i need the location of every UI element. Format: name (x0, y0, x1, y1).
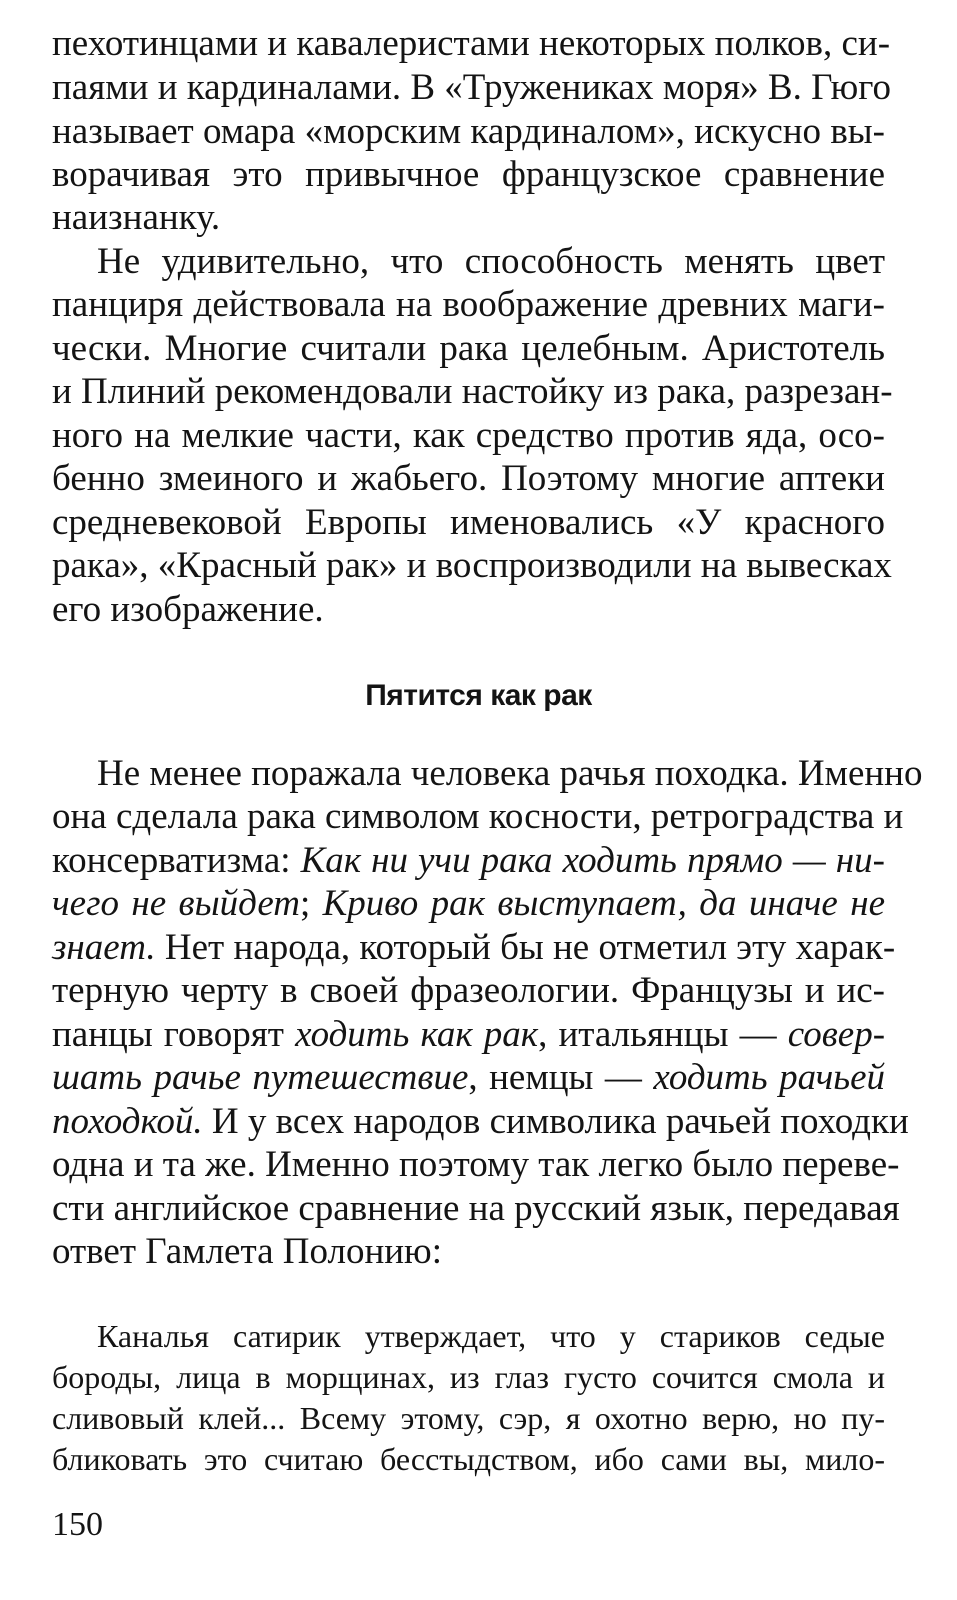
text-run: , итальянцы — (538, 1014, 788, 1055)
text-run: , немцы — (468, 1057, 654, 1098)
text-line (52, 1100, 909, 1144)
text-line: бенно змеиного и жабьего. Поэтому многие аптеки (52, 458, 885, 499)
proverb-italic: Криво рак выступает, да иначе не (322, 883, 885, 924)
text-line: панциря действовала на воображение древних маги- (52, 284, 885, 325)
text-line: наизнанку. (52, 197, 221, 238)
text-line (52, 839, 885, 883)
text-run: панцы говорят (52, 1014, 296, 1055)
text-line: паями и кардиналами. В «Тружениках моря» В. Гюго (52, 67, 892, 108)
text-line (52, 926, 896, 970)
proverb-italic: Как ни учи рака ходить прямо — ни- (300, 840, 885, 881)
proverb-italic: чего не выйдет (52, 883, 300, 924)
proverb-italic: знает. (52, 927, 156, 968)
text-line: чески. Многие считали рака целебным. Аристотель (52, 328, 885, 369)
text-line (52, 1013, 885, 1057)
idiom-italic: шать рачье путешествие (52, 1057, 469, 1098)
text-line: бликовать это считаю бесстыдством, ибо сами вы, мило- (52, 1441, 885, 1477)
idiom-italic: ходить как рак (295, 1014, 539, 1055)
text-line: одна и та же. Именно поэтому так легко было переве- (52, 1144, 900, 1185)
text-line: и Плиний рекомендовали настойку из рака, разрезан- (52, 371, 893, 412)
text-line (52, 1056, 885, 1100)
text-run: консерватизма: (52, 840, 301, 881)
text-line: рака», «Красный рак» и воспроизводили на вывесках (52, 545, 892, 586)
idiom-italic: ходить рачьей (653, 1057, 885, 1098)
text-line: называет омара «морским кардиналом», искусно вы- (52, 111, 885, 152)
text-run: И у всех народов символика рачьей походки (202, 1101, 909, 1142)
text-line: ного на мелкие части, как средство против яда, осо- (52, 415, 885, 456)
text-line: сливовый клей... Всему этому, сэр, я охотно верю, но пу- (52, 1400, 885, 1436)
text-line: Каналья сатирик утверждает, что у стариков седые (97, 1318, 885, 1354)
idiom-italic: походкой. (52, 1101, 203, 1142)
text-line: сти английское сравнение на русский язык, передавая (52, 1188, 900, 1229)
text-line: Не удивительно, что способность менять цвет (97, 241, 885, 282)
text-line: ворачивая это привычное французское сравнение (52, 154, 885, 195)
idiom-italic: совер- (787, 1014, 886, 1055)
text-line: терную черту в своей фразеологии. Французы и ис- (52, 970, 885, 1011)
text-line: она сделала рака символом косности, ретроградства и (52, 796, 904, 837)
section-heading: Пятится как рак (365, 679, 592, 712)
text-run: Нет народа, который бы не отметил эту харак- (155, 927, 896, 968)
text-line: пехотинцами и кавалеристами некоторых полков, си- (52, 23, 891, 64)
text-line: Не менее поражала человека рачья походка. Именно (97, 753, 923, 794)
text-line: средневековой Европы именовались «У красного (52, 502, 885, 543)
page-number: 150 (52, 1506, 103, 1543)
text-line: бороды, лица в морщинах, из глаз густо сочится смола и (52, 1359, 885, 1395)
text-line: ответ Гамлета Полонию: (52, 1231, 442, 1272)
text-line (52, 882, 885, 926)
text-line: его изображение. (52, 589, 324, 630)
text-run: ; (299, 883, 323, 924)
